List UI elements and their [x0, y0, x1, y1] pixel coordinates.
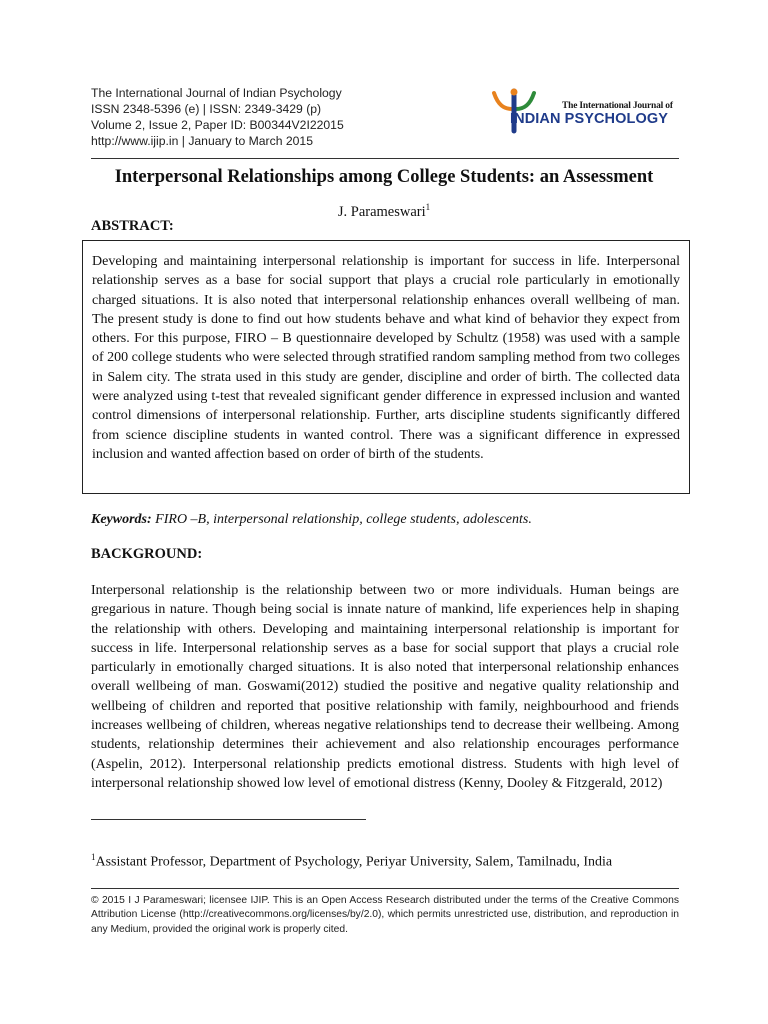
- abstract-heading: ABSTRACT:: [91, 218, 174, 234]
- footnote: [91, 848, 612, 872]
- header-divider: [91, 158, 679, 159]
- footnote-text: Assistant Professor, Department of Psychology, Periyar University, Salem, Tamilnadu, India: [95, 854, 613, 870]
- keywords-label: Keywords:: [91, 512, 152, 527]
- volume-line: Volume 2, Issue 2, Paper ID: B00344V2I22015: [91, 118, 344, 132]
- url-date-line[interactable]: http://www.ijip.in | January to March 2015: [91, 134, 313, 148]
- author-name: J. Parameswari: [337, 203, 426, 220]
- journal-header: [91, 85, 344, 149]
- footnote-mark: 1: [91, 852, 96, 862]
- keywords-line: [91, 511, 532, 529]
- logo-big-text: INDIAN PSYCHOLOGY: [510, 111, 668, 127]
- abstract-box: [82, 240, 690, 494]
- background-heading: BACKGROUND:: [91, 546, 203, 562]
- issn-line: ISSN 2348-5396 (e) | ISSN: 2349-3429 (p): [91, 102, 322, 116]
- abstract-text: Developing and maintaining interpersonal relationship is important for success in life. Interpersonal relationship serves as a base for social support that plays a crucial role particularly in emotionally charged situations. It is also noted that interpersonal relationship enhances overall wellbeing of man. The present study is done to find out how students behave and what kind of behavior they expect from others. For this purpose, FIRO – B questionnaire developed by Schultz (1958) was used with a sample of 200 college students who were selected through stratified random sampling method from two colleges in Salem city. The strata used in this study are gender, discipline and order of birth. The collected data were analyzed using t-test that revealed significant gender difference in expressed inclusion and wanted control dimensions of interpersonal relationship. Further, arts discipline students significantly differed from science discipline students in wanted control. There was a significant difference in expressed inclusion and wanted affection based on order of birth of the students.: [92, 254, 680, 462]
- license-divider: [91, 888, 679, 889]
- journal-logo: [490, 87, 690, 135]
- keywords-text: FIRO –B, interpersonal relationship, college students, adolescents.: [151, 512, 532, 527]
- license-text: © 2015 I J Parameswari; licensee IJIP. This is an Open Access Research distributed under the terms of the Creative Commons Attribution License (http://creativecommons.org/licenses/by/2.0), which permits unrestricted use, distribution, and reproduction in any Medium, provided the original work is properly cited.: [91, 895, 679, 935]
- author-footnote-mark: 1: [425, 202, 431, 212]
- footnote-divider: [91, 819, 366, 820]
- logo-small-text: The International Journal of: [562, 101, 673, 111]
- journal-name: The International Journal of Indian Psychology: [91, 86, 342, 100]
- background-text: Interpersonal relationship is the relationship between two or more individuals. Human beings are gregarious in nature. Though being social is innate nature of mankind, life experiences help in shaping the relationship with others. Developing and maintaining interpersonal relationship is important for success in life. Interpersonal relationship serves as a base for social support that plays a crucial role particularly in emotionally charged situations. It is also noted that interpersonal relationship enhances overall wellbeing of man. Goswami(2012) studied the positive and negative quality relationship and wellbeing of children and reported that positive relationship with family, neighbourhood and friends increases wellbeing of children, whereas negative relationships tend to decrease their wellbeing. Among students, relationship determines their achievement and also relationship encourages performance (Aspelin, 2012). Interpersonal relationship predicts emotional distress. Students with high level of interpersonal relationship showed low level of emotional distress (Kenny, Dooley & Fitzgerald, 2012): [91, 583, 679, 791]
- paper-title: Interpersonal Relationships among College Students: an Assessment: [114, 167, 654, 187]
